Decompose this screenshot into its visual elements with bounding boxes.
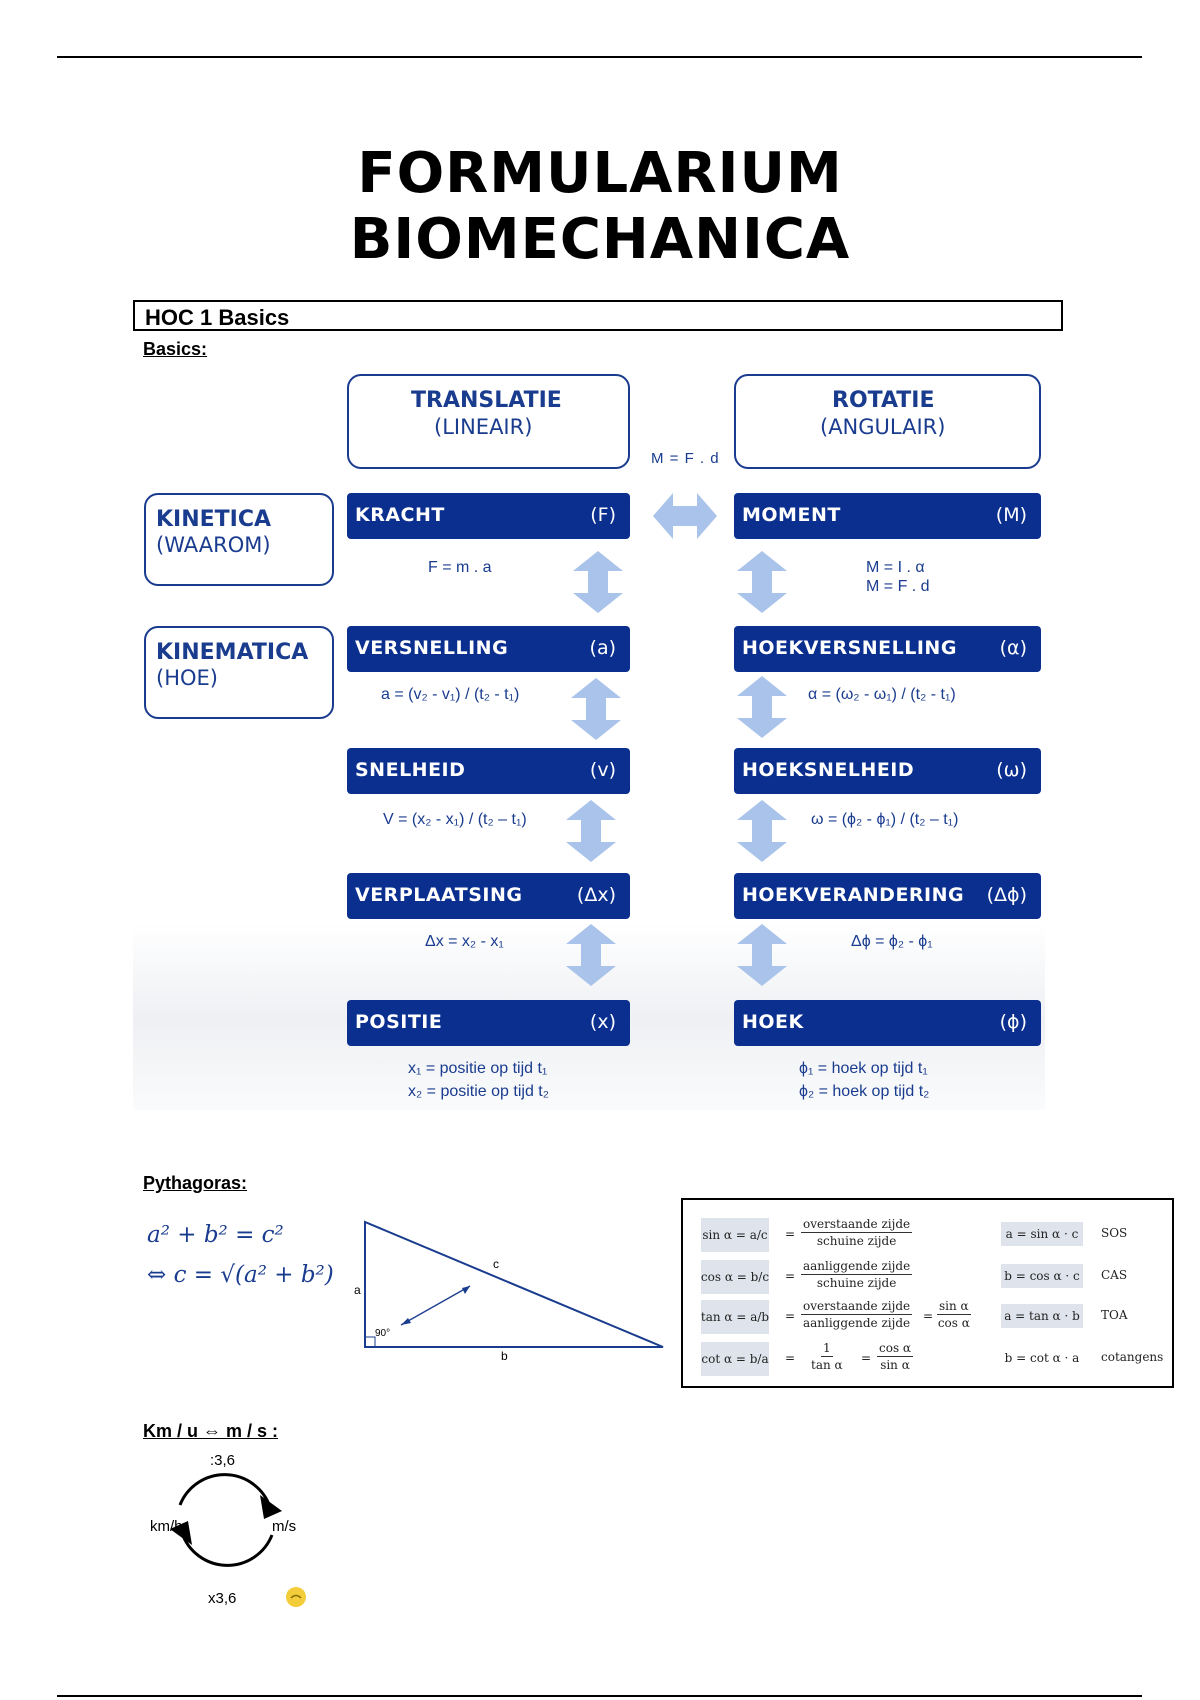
sticker-icon [285, 1586, 307, 1608]
trig-abbr: SOS [1101, 1226, 1128, 1240]
vertical-double-arrow-icon [737, 924, 787, 986]
trig-den: tan α [811, 1358, 843, 1372]
formula-snelheid: V = (x₂ - x₁) / (t₂ – t₁) [383, 811, 527, 828]
pythagoras-formula-1: a² + b² = c² [147, 1222, 284, 1248]
trig-den: aanliggende zijde [802, 1316, 911, 1330]
pythagoras-formula [147, 1215, 334, 1295]
page-title-line2: BIOMECHANICA [349, 207, 851, 272]
vertical-double-arrow-icon [737, 676, 787, 738]
trig-lhs: cos α = b/c [701, 1260, 769, 1294]
trig-num: 1 [822, 1341, 831, 1355]
bar-snelheid: SNELHEID (v) [347, 748, 630, 794]
horizontal-double-arrow-icon [653, 489, 717, 543]
triangle-angle-label: 90° [375, 1328, 391, 1339]
trig-rhs: a = sin α · c [1001, 1222, 1083, 1246]
trig-den: schuine zijde [816, 1234, 897, 1248]
trig-row-tan: tan α = a/b = overstaande zijde aanliggende zijde = $\frac{\text{sin α}}{\text{cos α}}$ a = tan α · b TOA [701, 1296, 1161, 1336]
trig-formula-table [681, 1198, 1174, 1388]
rotatie-box: ROTATIE (ANGULAIR) [734, 374, 1041, 469]
translatie-box: TRANSLATIE (LINEAIR) [347, 374, 630, 469]
conversion-subheading: Km / u ⇔ m / s : [143, 1421, 279, 1441]
formula-moment-1: M = I . α [866, 559, 925, 576]
trig-extra-den: cos α [937, 1316, 970, 1330]
trig-den: schuine zijde [816, 1276, 897, 1290]
formula-versnelling: a = (v₂ - v₁) / (t₂ - t₁) [381, 686, 520, 703]
conversion-multiply: x3,6 [208, 1590, 237, 1607]
trig-abbr: TOA [1101, 1308, 1128, 1322]
trig-row-sin: sin α = a/c = overstaande zijde schuine zijde a = sin α · c SOS [701, 1214, 1161, 1254]
formula-positie-1: x₁ = positie op tijd t₁ [408, 1060, 548, 1077]
bar-positie: POSITIE (x) [347, 1000, 630, 1046]
formula-kracht: F = m . a [428, 559, 492, 576]
trig-abbr: cotangens [1101, 1350, 1164, 1364]
conversion-right-unit: m/s [272, 1518, 297, 1535]
trig-lhs: cot α = b/a [701, 1342, 769, 1376]
formula-hoek-1: ϕ₁ = hoek op tijd t₁ [799, 1060, 928, 1077]
bar-moment: MOMENT (M) [734, 493, 1041, 539]
page-title-line1: FORMULARIUM [357, 141, 843, 206]
trig-num: overstaande zijde [803, 1217, 911, 1231]
kinetica-box: KINETICA (WAAROM) [144, 493, 334, 586]
bar-kracht: KRACHT (F) [347, 493, 630, 539]
formula-hoeksnelheid: ω = (ϕ₂ - ϕ₁) / (t₂ – t₁) [811, 811, 959, 828]
bottom-rule [57, 1695, 1142, 1697]
trig-rhs: a = tan α · b [1001, 1304, 1083, 1328]
bar-versnelling: VERSNELLING (a) [347, 626, 630, 672]
trig-extra-num: cos α [879, 1341, 912, 1355]
pythagoras-subheading: Pythagoras: [143, 1173, 248, 1193]
formula-positie-2: x₂ = positie op tijd t₂ [408, 1083, 549, 1100]
trig-lhs: tan α = a/b [701, 1300, 769, 1334]
link-formula: M = F . d [651, 450, 720, 467]
conversion-left-unit: km/h [150, 1518, 183, 1535]
triangle-label-c: c [493, 1257, 499, 1271]
top-rule [57, 56, 1142, 58]
bar-hoeksnelheid: HOEKSNELHEID (ω) [734, 748, 1041, 794]
triangle-label-a: a [354, 1283, 361, 1297]
triangle-label-b: b [501, 1349, 508, 1363]
basics-subheading: Basics: [143, 339, 208, 359]
conversion-divide: :3,6 [210, 1452, 236, 1469]
vertical-double-arrow-icon [566, 924, 616, 986]
formula-hoekversnelling: α = (ω₂ - ω₁) / (t₂ - t₁) [808, 686, 956, 703]
right-triangle-diagram [358, 1215, 670, 1355]
trig-row-cot: cot α = b/a = $\frac{1}{\text{tan α}}$ = $\frac{\text{cos α}}{\text{sin α}}$ b = cot α · a cotangens [701, 1338, 1161, 1378]
trig-num: overstaande zijde [803, 1299, 911, 1313]
section-heading-box [133, 300, 1063, 331]
trig-row-cos: cos α = b/c = aanliggende zijde schuine zijde b = cos α · c CAS [701, 1256, 1161, 1296]
vertical-double-arrow-icon [737, 551, 787, 613]
section-heading: HOC 1 Basics [145, 305, 290, 330]
trig-extra-den: sin α [880, 1358, 910, 1372]
trig-extra-num: sin α [939, 1299, 969, 1313]
bar-hoekversnelling: HOEKVERSNELLING (α) [734, 626, 1041, 672]
vertical-double-arrow-icon [571, 678, 621, 740]
formula-moment-2: M = F . d [866, 578, 930, 595]
formula-verplaatsing: Δx = x₂ - x₁ [425, 933, 504, 950]
bar-verplaatsing: VERPLAATSING (Δx) [347, 873, 630, 919]
kinematica-box: KINEMATICA (HOE) [144, 626, 334, 719]
trig-rhs: b = cos α · c [1001, 1264, 1083, 1288]
bar-hoek: HOEK (ϕ) [734, 1000, 1041, 1046]
pythagoras-formula-2: ⇔ c = √(a² + b²) [147, 1262, 334, 1288]
bar-hoekverandering: HOEKVERANDERING (Δϕ) [734, 873, 1041, 919]
vertical-double-arrow-icon [566, 800, 616, 862]
vertical-double-arrow-icon [573, 551, 623, 613]
trig-num: aanliggende zijde [803, 1259, 911, 1273]
vertical-double-arrow-icon [737, 800, 787, 862]
trig-lhs: sin α = a/c [701, 1218, 769, 1252]
formula-hoek-2: ϕ₂ = hoek op tijd t₂ [799, 1083, 930, 1100]
trig-rhs: b = cot α · a [1004, 1351, 1080, 1365]
formula-hoekverandering: Δϕ = ϕ₂ - ϕ₁ [851, 933, 933, 950]
trig-abbr: CAS [1101, 1268, 1128, 1282]
